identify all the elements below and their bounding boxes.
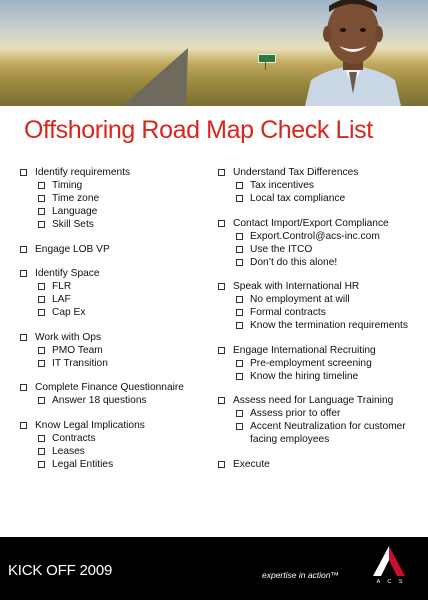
- checklist-item-label: Identify Space: [35, 268, 100, 279]
- checklist-group: [218, 458, 423, 471]
- checkbox[interactable]: [20, 334, 27, 341]
- checklist-group: [20, 381, 206, 407]
- checklist-subitem-label: Time zone: [52, 193, 100, 204]
- checkbox[interactable]: [20, 384, 27, 391]
- checklist-item-label: Contact Import/Export Compliance: [233, 217, 389, 229]
- checklist-subitem: [20, 394, 206, 407]
- checkbox[interactable]: [38, 360, 45, 367]
- checkbox[interactable]: [38, 435, 45, 442]
- checklist-subitem-label: Cap Ex: [52, 307, 86, 318]
- tagline: expertise in action™: [262, 570, 340, 580]
- checkbox[interactable]: [38, 221, 45, 228]
- checklist-subitem-label: FLR: [52, 281, 72, 292]
- checklist-subitem-label: Know the hiring timeline: [250, 370, 359, 382]
- checkbox[interactable]: [236, 423, 243, 430]
- checklist-subitem: [20, 293, 206, 306]
- right-checklist-column: [218, 166, 423, 482]
- checklist-item: [20, 331, 206, 344]
- checkbox[interactable]: [38, 397, 45, 404]
- checklist-subitem-label: Answer 18 questions: [52, 395, 147, 406]
- checklist-group: [218, 166, 423, 205]
- checklist-subitem-label: Local tax compliance: [250, 193, 346, 204]
- checkbox[interactable]: [236, 182, 243, 189]
- checkbox[interactable]: [218, 397, 225, 404]
- checklist-subitem-label: Know the termination requirements: [250, 320, 408, 331]
- checklist-item: [20, 166, 206, 179]
- checklist-item: [218, 280, 423, 293]
- checklist-group: [20, 267, 206, 319]
- checklist-group: [218, 344, 423, 383]
- checkbox[interactable]: [236, 322, 243, 329]
- checkbox[interactable]: [38, 309, 45, 316]
- checklist-item-label: Work with Ops: [35, 331, 102, 343]
- checklist-group: [20, 419, 206, 471]
- checklist-subitem-label: Don’t do this alone!: [250, 256, 338, 268]
- checkbox[interactable]: [236, 373, 243, 380]
- checklist-subitem: [218, 357, 423, 370]
- checkbox[interactable]: [38, 347, 45, 354]
- checkbox[interactable]: [236, 259, 243, 266]
- checklist-subitem-label: Tax incentives: [250, 180, 314, 191]
- checklist-subitem: [218, 293, 423, 306]
- road-sign-post: [265, 62, 266, 70]
- checkbox[interactable]: [20, 169, 27, 176]
- checklist-subitem: [218, 192, 423, 205]
- checklist-item: [20, 267, 206, 280]
- checkbox[interactable]: [218, 283, 225, 290]
- checklist-subitem: [218, 179, 423, 192]
- checklist-subitem: [218, 256, 423, 269]
- header-photo: [0, 0, 428, 106]
- checklist-subitem: [20, 432, 206, 445]
- checklist-item-label: Engage International Recruiting: [233, 344, 376, 356]
- checklist-subitem-label: Leases: [52, 445, 85, 457]
- checklist-subitem: [20, 306, 206, 319]
- checkbox[interactable]: [20, 270, 27, 277]
- checklist-group: [20, 331, 206, 370]
- checklist-group: [218, 280, 423, 332]
- acs-logo-text: A C S: [376, 579, 406, 585]
- checklist-item: [20, 381, 206, 394]
- checklist-item-label: Identify requirements: [35, 167, 131, 178]
- checklist-item-label: Know Legal Implications: [35, 419, 145, 431]
- checkbox[interactable]: [218, 461, 225, 468]
- checkbox[interactable]: [38, 283, 45, 290]
- acs-logo-icon: [373, 546, 405, 576]
- checklist-subitem: [218, 243, 423, 256]
- checklist-item-label: Engage LOB VP: [35, 243, 110, 255]
- checklist-subitem: [218, 319, 423, 332]
- checkbox[interactable]: [38, 296, 45, 303]
- checklist-subitem-label: IT Transition: [52, 357, 108, 369]
- checklist-subitem-label: Use the ITCO: [250, 243, 313, 255]
- checkbox[interactable]: [218, 220, 225, 227]
- checklist-subitem-label: Pre-employment screening: [250, 357, 372, 369]
- checklist-subitem: [20, 344, 206, 357]
- checklist-item: [218, 394, 423, 407]
- checklist-group: [218, 394, 423, 446]
- event-title: KICK OFF 2009: [8, 562, 113, 579]
- checklist-subitem-label: Accent Neutralization for customer facing employees: [250, 421, 406, 445]
- footer-bar: [0, 537, 428, 600]
- checklist-subitem: [218, 407, 423, 420]
- checklist-subitem: [20, 179, 206, 192]
- checklist-item: [218, 344, 423, 357]
- checklist-subitem: [20, 445, 206, 458]
- checklist-subitem-label: PMO Team: [52, 344, 103, 356]
- checklist-subitem: [20, 205, 206, 218]
- smiling-man-image: [305, 0, 401, 106]
- checklist-item-label: Speak with International HR: [233, 281, 360, 292]
- checklist-subitem-label: Export.Control@acs-inc.com: [250, 230, 380, 242]
- checklist-subitem: [218, 370, 423, 383]
- checkbox[interactable]: [20, 422, 27, 429]
- checklist-subitem-label: Assess prior to offer: [250, 408, 341, 419]
- checklist-item: [218, 217, 423, 230]
- checkbox[interactable]: [38, 461, 45, 468]
- checklist-subitem: [20, 357, 206, 370]
- checklist-item-label: Complete Finance Questionnaire: [35, 382, 184, 393]
- checklist-item: [20, 419, 206, 432]
- checklist-subitem: [20, 218, 206, 231]
- checklist-subitem: [218, 306, 423, 319]
- checklist-subitem-label: Contracts: [52, 432, 96, 444]
- checkbox[interactable]: [38, 448, 45, 455]
- checklist-subitem-label: Language: [52, 206, 98, 217]
- checkbox[interactable]: [38, 195, 45, 202]
- checklist-subitem: [20, 280, 206, 293]
- checkbox[interactable]: [38, 182, 45, 189]
- road-shape: [120, 48, 228, 106]
- checklist-item: [218, 458, 423, 471]
- checklist-item-label: Understand Tax Differences: [233, 167, 359, 178]
- checklist-item-label: Execute: [233, 458, 270, 470]
- checklist-subitem-label: Timing: [52, 180, 83, 191]
- checklist-item: [20, 243, 206, 256]
- checkbox[interactable]: [218, 169, 225, 176]
- page-title: Offshoring Road Map Check List: [24, 116, 373, 144]
- checkbox[interactable]: [236, 360, 243, 367]
- checkbox[interactable]: [236, 296, 243, 303]
- checkbox[interactable]: [218, 347, 225, 354]
- checklist-subitem-label: No employment at will: [250, 294, 350, 305]
- checklist-subitem: [218, 230, 423, 243]
- checkbox[interactable]: [236, 233, 243, 240]
- checkbox[interactable]: [236, 195, 243, 202]
- checkbox[interactable]: [236, 309, 243, 316]
- checklist-subitem-label: LAF: [52, 294, 71, 305]
- checklist-item-label: Assess need for Language Training: [233, 395, 394, 406]
- checklist-subitem-label: Formal contracts: [250, 307, 326, 318]
- checkbox[interactable]: [236, 246, 243, 253]
- road-sign: [258, 54, 276, 63]
- checklist-group: [218, 217, 423, 269]
- checklist-group: [20, 243, 206, 256]
- checkbox[interactable]: [20, 246, 27, 253]
- checkbox[interactable]: [236, 410, 243, 417]
- checklist-subitem: [218, 420, 423, 446]
- checklist-group: [20, 166, 206, 231]
- checklist-subitem-label: Legal Entities: [52, 458, 114, 470]
- checklist-subitem: [20, 192, 206, 205]
- checkbox[interactable]: [38, 208, 45, 215]
- checklist-subitem-label: Skill Sets: [52, 219, 94, 230]
- left-checklist-column: [20, 166, 206, 482]
- checklist-subitem: [20, 458, 206, 471]
- checklist-item: [218, 166, 423, 179]
